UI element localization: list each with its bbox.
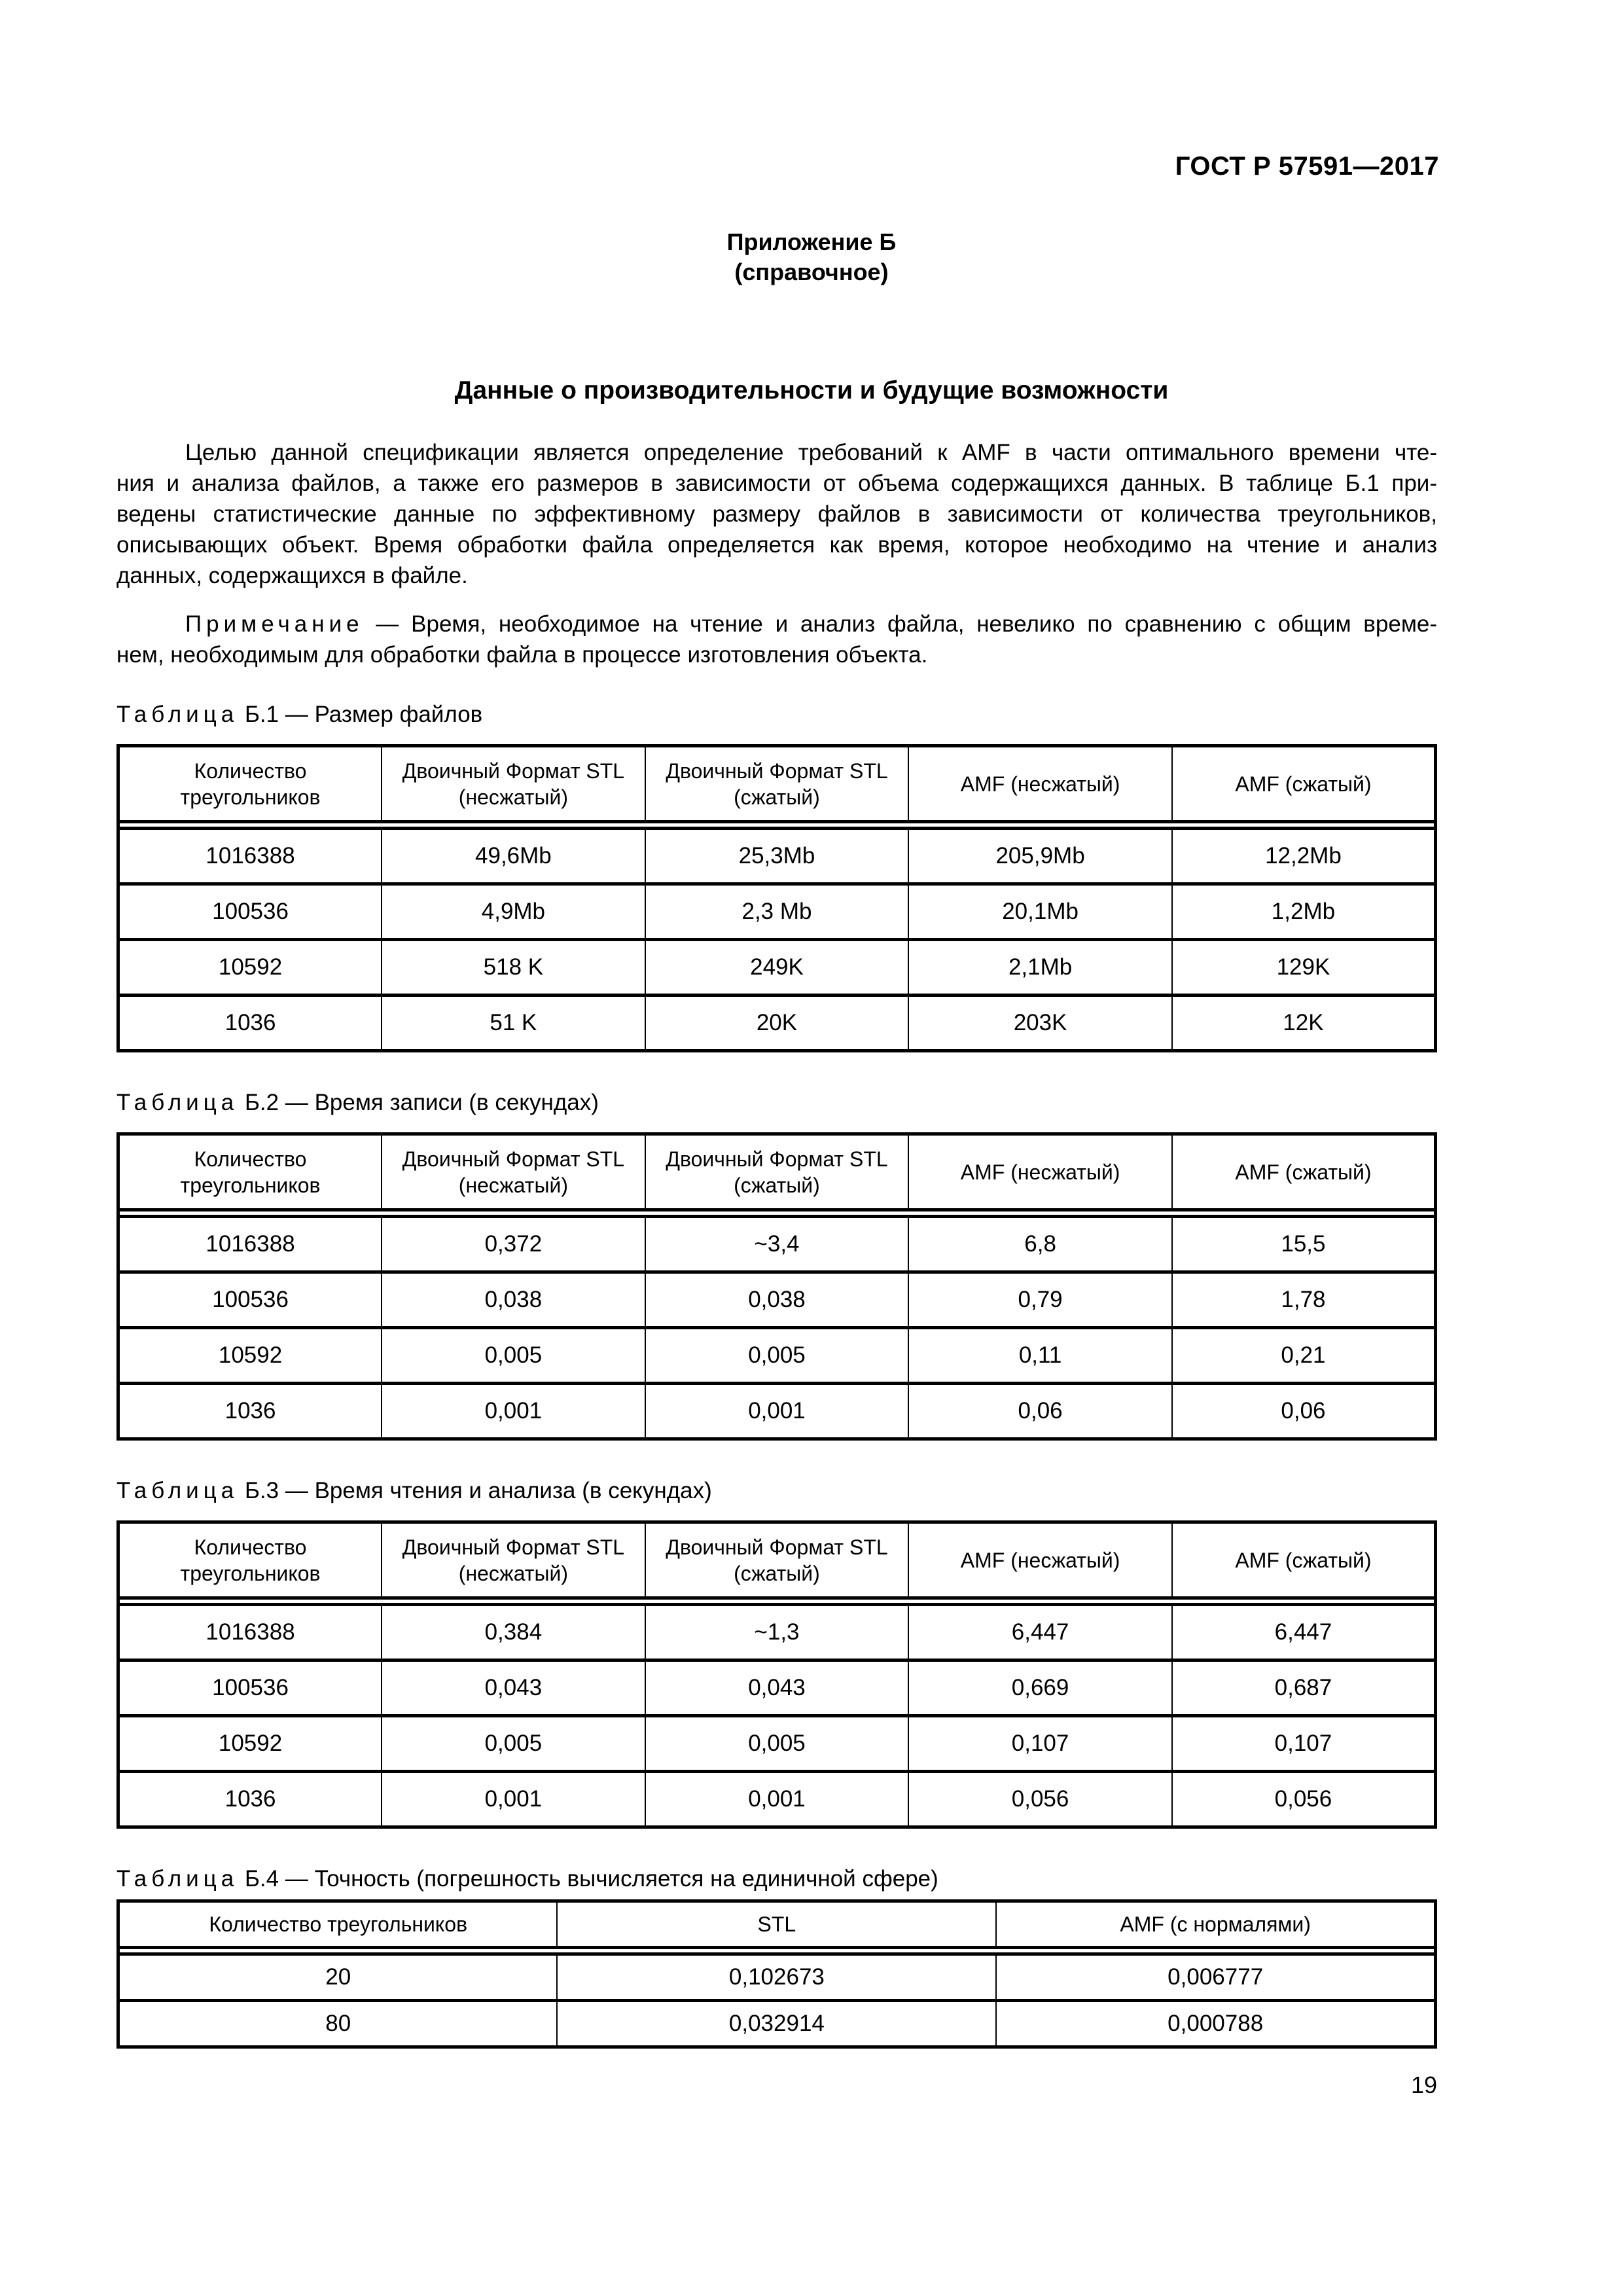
table-label: Таблица xyxy=(116,702,239,727)
table-row xyxy=(118,1605,1436,1660)
appendix-title: Приложение Б xyxy=(726,228,897,255)
table-cell: 0,056 xyxy=(908,1772,1172,1827)
table-row xyxy=(118,1716,1436,1772)
table-row xyxy=(118,1954,1436,2001)
table-cell: 0,001 xyxy=(382,1384,645,1439)
table-cell: 0,11 xyxy=(908,1328,1172,1384)
column-header: Двоичный Формат STL (сжатый) xyxy=(645,746,909,822)
table-cell: 6,447 xyxy=(1172,1605,1436,1660)
table-cell: 0,687 xyxy=(1172,1660,1436,1716)
column-header: AMF (сжатый) xyxy=(1172,746,1436,822)
header-double-rule xyxy=(118,1210,1436,1217)
table-header-row xyxy=(118,1901,1436,1948)
table-cell: 0,001 xyxy=(645,1772,909,1827)
column-header: Двоичный Формат STL (несжатый) xyxy=(382,1522,645,1598)
table-cell: 1016388 xyxy=(118,1217,382,1272)
table-cell: 6,447 xyxy=(908,1605,1172,1660)
table-cell: 0,043 xyxy=(645,1660,909,1716)
table-cell: 0,005 xyxy=(382,1328,645,1384)
table-row xyxy=(118,1328,1436,1384)
table-cell: 0,001 xyxy=(382,1772,645,1827)
table-cell: 0,102673 xyxy=(557,1954,996,2001)
table-cell: 0,000788 xyxy=(996,2001,1435,2047)
standard-number: ГОСТ Р 57591—2017 xyxy=(1175,152,1439,181)
table-cell: 0,372 xyxy=(382,1217,645,1272)
table-cell: 6,8 xyxy=(908,1217,1172,1272)
note-label: Примечание xyxy=(185,611,364,637)
paragraph-line: ния и анализа файлов, а также его размеров в зависимости от объема содержащихся данных. В таблице Б.1 при- xyxy=(116,471,1437,496)
appendix-type: (справочное) xyxy=(734,259,889,285)
column-header: AMF (сжатый) xyxy=(1172,1522,1436,1598)
table-cell: 100536 xyxy=(118,1272,382,1328)
table-cell: 0,06 xyxy=(1172,1384,1436,1439)
table-cell: 1,78 xyxy=(1172,1272,1436,1328)
note-line: нем, необходимым для обработки файла в процессе изготовления объекта. xyxy=(116,642,928,668)
table-b1-file-size xyxy=(116,744,1437,1052)
page-number: 19 xyxy=(1410,2072,1437,2098)
table-row xyxy=(118,940,1436,996)
column-header: Двоичный Формат STL (несжатый) xyxy=(382,746,645,822)
table-row xyxy=(118,884,1436,940)
column-header: Двоичный Формат STL (сжатый) xyxy=(645,1134,909,1210)
table-cell: 2,1Mb xyxy=(908,940,1172,996)
table-cell: 12K xyxy=(1172,996,1436,1051)
table-cell: 0,032914 xyxy=(557,2001,996,2047)
table-caption-b4 xyxy=(116,1865,938,1893)
column-header: Количество треугольников xyxy=(118,1134,382,1210)
table-header-row xyxy=(118,1134,1436,1210)
column-header: AMF (сжатый) xyxy=(1172,1134,1436,1210)
table-caption-text: Б.4 — Точность (погрешность вычисляется на единичной сфере) xyxy=(238,1866,938,1892)
table-b4-accuracy xyxy=(116,1899,1437,2049)
table-b2-write-time xyxy=(116,1132,1437,1441)
table-cell: 1036 xyxy=(118,1384,382,1439)
table-cell: 0,107 xyxy=(1172,1716,1436,1772)
intro-paragraph xyxy=(116,437,1437,591)
note-text: — Время, необходимое на чтение и анализ файла, невелико по сравнению с общим време- xyxy=(363,611,1437,637)
table-cell: 25,3Mb xyxy=(645,829,909,884)
table-cell: 51 K xyxy=(382,996,645,1051)
table-cell: 4,9Mb xyxy=(382,884,645,940)
table-cell: 0,043 xyxy=(382,1660,645,1716)
table-row xyxy=(118,1384,1436,1439)
table-cell: 205,9Mb xyxy=(908,829,1172,884)
table-cell: 0,006777 xyxy=(996,1954,1435,2001)
table-row xyxy=(118,1772,1436,1827)
table-label: Таблица xyxy=(116,1090,239,1115)
paragraph-line: описывающих объект. Время обработки файла определяется как время, которое необходимо на чтение и анализ xyxy=(116,532,1437,558)
column-header: Количество треугольников xyxy=(118,1522,382,1598)
table-cell: 0,21 xyxy=(1172,1328,1436,1384)
table-header-row xyxy=(118,746,1436,822)
column-header: AMF (несжатый) xyxy=(908,1134,1172,1210)
table-cell: ~3,4 xyxy=(645,1217,909,1272)
table-caption-b3 xyxy=(116,1477,712,1505)
table-cell: 20 xyxy=(118,1954,558,2001)
table-cell: 10592 xyxy=(118,1328,382,1384)
table-cell: 0,06 xyxy=(908,1384,1172,1439)
table-row xyxy=(118,2001,1436,2047)
table-cell: 100536 xyxy=(118,884,382,940)
table-cell: ~1,3 xyxy=(645,1605,909,1660)
table-caption-text: Б.1 — Размер файлов xyxy=(238,702,483,727)
table-cell: 10592 xyxy=(118,940,382,996)
column-header: STL xyxy=(557,1901,996,1948)
table-caption-text: Б.3 — Время чтения и анализа (в секундах) xyxy=(238,1478,712,1503)
column-header: AMF (несжатый) xyxy=(908,1522,1172,1598)
table-cell: 12,2Mb xyxy=(1172,829,1436,884)
paragraph-line: данных, содержащихся в файле. xyxy=(116,563,468,588)
table-cell: 0,79 xyxy=(908,1272,1172,1328)
table-cell: 10592 xyxy=(118,1716,382,1772)
table-cell: 1036 xyxy=(118,1772,382,1827)
table-cell: 0,038 xyxy=(382,1272,645,1328)
table-cell: 20K xyxy=(645,996,909,1051)
table-cell: 0,669 xyxy=(908,1660,1172,1716)
table-cell: 1016388 xyxy=(118,829,382,884)
table-cell: 49,6Mb xyxy=(382,829,645,884)
table-row xyxy=(118,1217,1436,1272)
table-cell: 129K xyxy=(1172,940,1436,996)
table-caption-text: Б.2 — Время записи (в секундах) xyxy=(238,1090,599,1115)
table-row xyxy=(118,829,1436,884)
table-cell: 1016388 xyxy=(118,1605,382,1660)
paragraph-line: ведены статистические данные по эффективному размеру файлов в зависимости от количества треугольников, xyxy=(116,501,1437,527)
table-header-row xyxy=(118,1522,1436,1598)
table-row xyxy=(118,1272,1436,1328)
table-cell: 100536 xyxy=(118,1660,382,1716)
table-cell: 0,005 xyxy=(645,1328,909,1384)
table-cell: 0,056 xyxy=(1172,1772,1436,1827)
table-cell: 2,3 Mb xyxy=(645,884,909,940)
table-cell: 80 xyxy=(118,2001,558,2047)
table-b3-read-parse-time xyxy=(116,1520,1437,1829)
table-label: Таблица xyxy=(116,1478,239,1503)
section-title: Данные о производительности и будущие возможности xyxy=(454,376,1169,404)
table-cell: 15,5 xyxy=(1172,1217,1436,1272)
column-header: Количество треугольников xyxy=(118,1901,558,1948)
table-caption-b1 xyxy=(116,700,482,729)
header-double-rule xyxy=(118,822,1436,829)
table-row xyxy=(118,1660,1436,1716)
table-caption-b2 xyxy=(116,1088,599,1117)
table-cell: 1,2Mb xyxy=(1172,884,1436,940)
table-cell: 203K xyxy=(908,996,1172,1051)
column-header: AMF (несжатый) xyxy=(908,746,1172,822)
table-cell: 0,384 xyxy=(382,1605,645,1660)
column-header: Количество треугольников xyxy=(118,746,382,822)
paragraph-line: Целью данной спецификации является определение требований к AMF в части оптимального времени чте- xyxy=(185,440,1437,465)
header-double-rule xyxy=(118,1598,1436,1605)
table-cell: 20,1Mb xyxy=(908,884,1172,940)
table-cell: 0,107 xyxy=(908,1716,1172,1772)
column-header: Двоичный Формат STL (сжатый) xyxy=(645,1522,909,1598)
table-cell: 249K xyxy=(645,940,909,996)
header-double-rule xyxy=(118,1948,1436,1954)
table-label: Таблица xyxy=(116,1866,239,1892)
table-cell: 0,038 xyxy=(645,1272,909,1328)
column-header: AMF (с нормалями) xyxy=(996,1901,1435,1948)
note-paragraph xyxy=(116,609,1437,670)
table-cell: 0,005 xyxy=(645,1716,909,1772)
column-header: Двоичный Формат STL (несжатый) xyxy=(382,1134,645,1210)
table-row xyxy=(118,996,1436,1051)
table-cell: 0,005 xyxy=(382,1716,645,1772)
note-line xyxy=(116,609,1437,639)
table-cell: 0,001 xyxy=(645,1384,909,1439)
table-cell: 518 K xyxy=(382,940,645,996)
table-cell: 1036 xyxy=(118,996,382,1051)
